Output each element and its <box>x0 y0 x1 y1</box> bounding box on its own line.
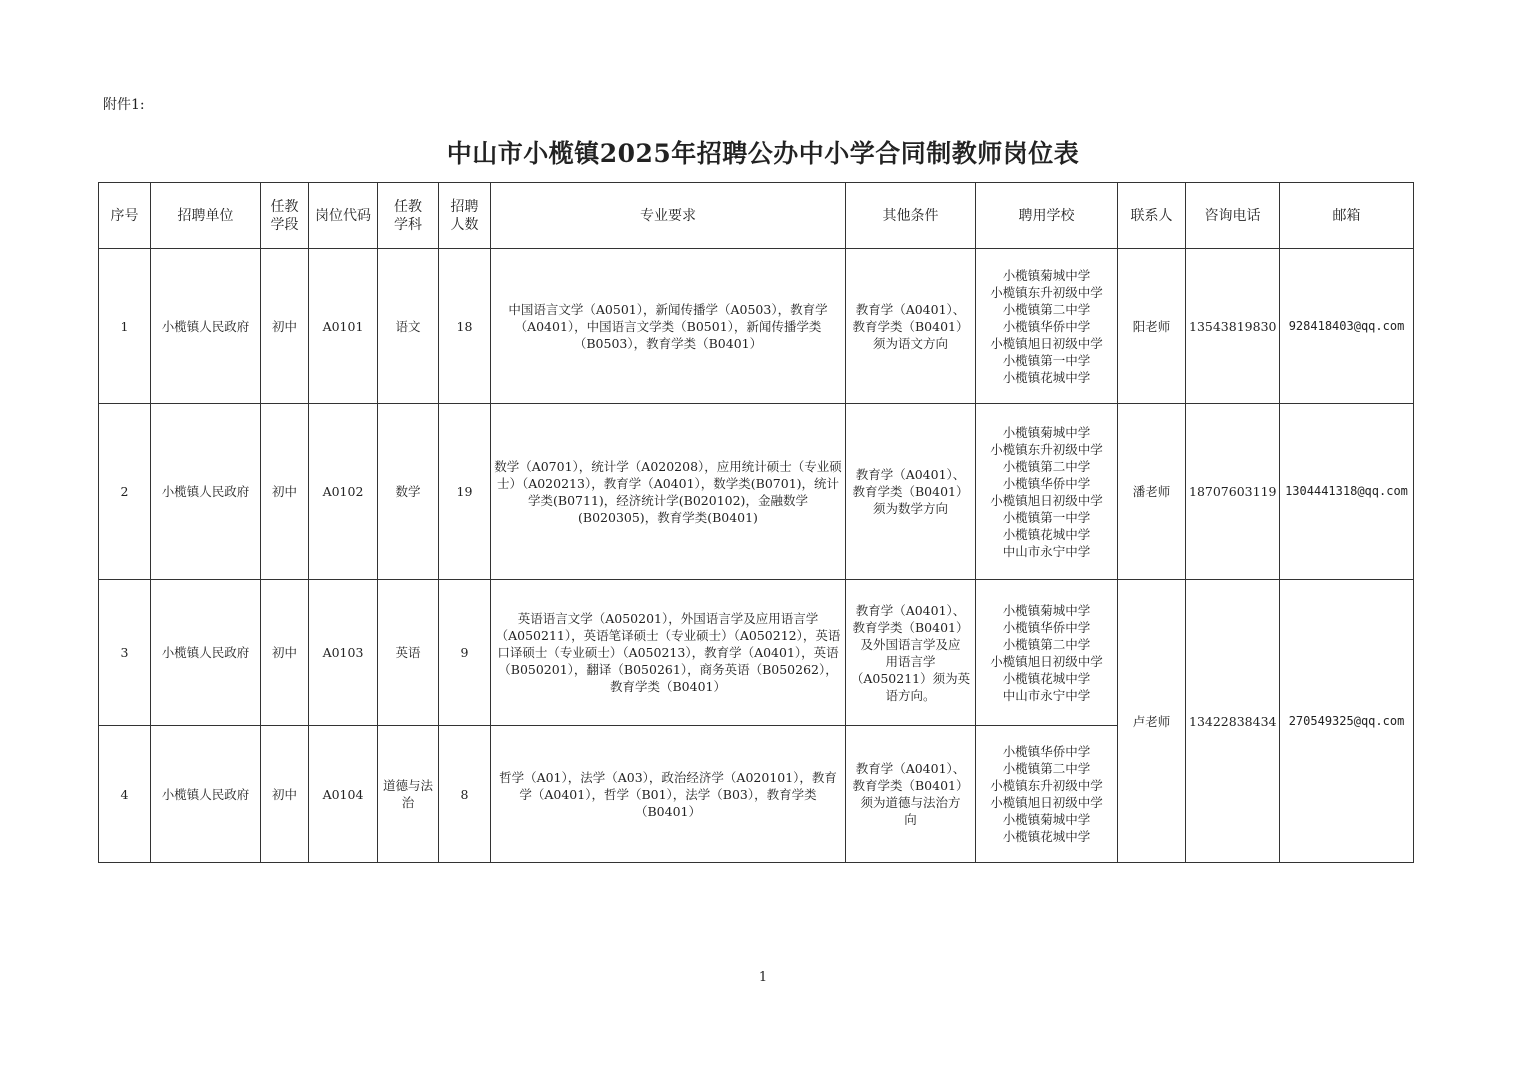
cell-major: 中国语言文学（A0501），新闻传播学（A0503），教育学（A0401），中国语言文学类（B0501），新闻传播学类（B0503），教育学类（B0401） <box>491 249 846 404</box>
table-row <box>99 580 1414 726</box>
cell-phone: 13422838434 <box>1186 580 1280 863</box>
cell-other: 教育学（A0401）、 教育学类（B0401） 及外国语言学及应 用语言学 （A050211）须为英 语方向。 <box>846 580 976 726</box>
cell-stage: 初中 <box>261 726 309 863</box>
header-schools: 聘用学校 <box>976 183 1118 249</box>
header-phone: 咨询电话 <box>1186 183 1280 249</box>
page-number: 1 <box>758 970 768 985</box>
cell-count: 9 <box>439 580 491 726</box>
cell-count: 19 <box>439 404 491 580</box>
cell-stage: 初中 <box>261 404 309 580</box>
cell-schools: 小榄镇华侨中学 小榄镇第二中学 小榄镇东升初级中学 小榄镇旭日初级中学 小榄镇菊城中学 小榄镇花城中学 <box>976 726 1118 863</box>
cell-unit: 小榄镇人民政府 <box>151 580 261 726</box>
header-stage: 任教 学段 <box>261 183 309 249</box>
cell-other: 教育学（A0401）、 教育学类（B0401） 须为语文方向 <box>846 249 976 404</box>
cell-contact: 潘老师 <box>1118 404 1186 580</box>
cell-email: 1304441318@qq.com <box>1280 404 1414 580</box>
positions-table <box>98 182 1414 863</box>
cell-email: 928418403@qq.com <box>1280 249 1414 404</box>
header-email: 邮箱 <box>1280 183 1414 249</box>
cell-code: A0102 <box>309 404 378 580</box>
header-contact: 联系人 <box>1118 183 1186 249</box>
cell-schools: 小榄镇菊城中学 小榄镇华侨中学 小榄镇第二中学 小榄镇旭日初级中学 小榄镇花城中学 中山市永宁中学 <box>976 580 1118 726</box>
cell-subject: 语文 <box>378 249 439 404</box>
header-unit: 招聘单位 <box>151 183 261 249</box>
header-seq: 序号 <box>99 183 151 249</box>
cell-code: A0103 <box>309 580 378 726</box>
attachment-label: 附件1: <box>103 97 145 113</box>
header-other: 其他条件 <box>846 183 976 249</box>
cell-stage: 初中 <box>261 580 309 726</box>
header-count: 招聘 人数 <box>439 183 491 249</box>
cell-subject: 数学 <box>378 404 439 580</box>
cell-email: 270549325@qq.com <box>1280 580 1414 863</box>
page-title: 中山市小榄镇2025年招聘公办中小学合同制教师岗位表 <box>446 139 1080 168</box>
cell-other: 教育学（A0401）、 教育学类（B0401） 须为道德与法治方 向 <box>846 726 976 863</box>
cell-schools: 小榄镇菊城中学 小榄镇东升初级中学 小榄镇第二中学 小榄镇华侨中学 小榄镇旭日初级中学 小榄镇第一中学 小榄镇花城中学 <box>976 249 1118 404</box>
cell-contact: 卢老师 <box>1118 580 1186 863</box>
cell-unit: 小榄镇人民政府 <box>151 249 261 404</box>
cell-count: 8 <box>439 726 491 863</box>
header-major: 专业要求 <box>491 183 846 249</box>
cell-major: 英语语言文学（A050201），外国语言学及应用语言学（A050211），英语笔译硕士（专业硕士）（A050212），英语口译硕士（专业硕士）（A050213），教育学（A0401），英语（B050201），翻译（B050261），商务英语（B050262），教育学类（B0401） <box>491 580 846 726</box>
cell-subject: 英语 <box>378 580 439 726</box>
cell-major: 哲学（A01），法学（A03），政治经济学（A020101），教育学（A0401），哲学（B01），法学（B03），教育学类（B0401） <box>491 726 846 863</box>
table-row <box>99 404 1414 580</box>
header-code: 岗位代码 <box>309 183 378 249</box>
cell-count: 18 <box>439 249 491 404</box>
cell-major: 数学（A0701），统计学（A020208），应用统计硕士（专业硕士）（A020213），教育学（A0401），数学类(B0701)，统计学类(B0711)，经济统计学(B020102)，金融数学(B020305)，教育学类(B0401) <box>491 404 846 580</box>
table-row <box>99 249 1414 404</box>
cell-phone: 18707603119 <box>1186 404 1280 580</box>
cell-unit: 小榄镇人民政府 <box>151 404 261 580</box>
cell-unit: 小榄镇人民政府 <box>151 726 261 863</box>
cell-code: A0104 <box>309 726 378 863</box>
table-header-row <box>99 183 1414 249</box>
cell-seq: 4 <box>99 726 151 863</box>
cell-code: A0101 <box>309 249 378 404</box>
cell-phone: 13543819830 <box>1186 249 1280 404</box>
cell-seq: 3 <box>99 580 151 726</box>
cell-schools: 小榄镇菊城中学 小榄镇东升初级中学 小榄镇第二中学 小榄镇华侨中学 小榄镇旭日初级中学 小榄镇第一中学 小榄镇花城中学 中山市永宁中学 <box>976 404 1118 580</box>
cell-other: 教育学（A0401）、 教育学类（B0401） 须为数学方向 <box>846 404 976 580</box>
cell-stage: 初中 <box>261 249 309 404</box>
header-subject: 任教 学科 <box>378 183 439 249</box>
cell-seq: 1 <box>99 249 151 404</box>
cell-contact: 阳老师 <box>1118 249 1186 404</box>
cell-seq: 2 <box>99 404 151 580</box>
cell-subject: 道德与法治 <box>378 726 439 863</box>
